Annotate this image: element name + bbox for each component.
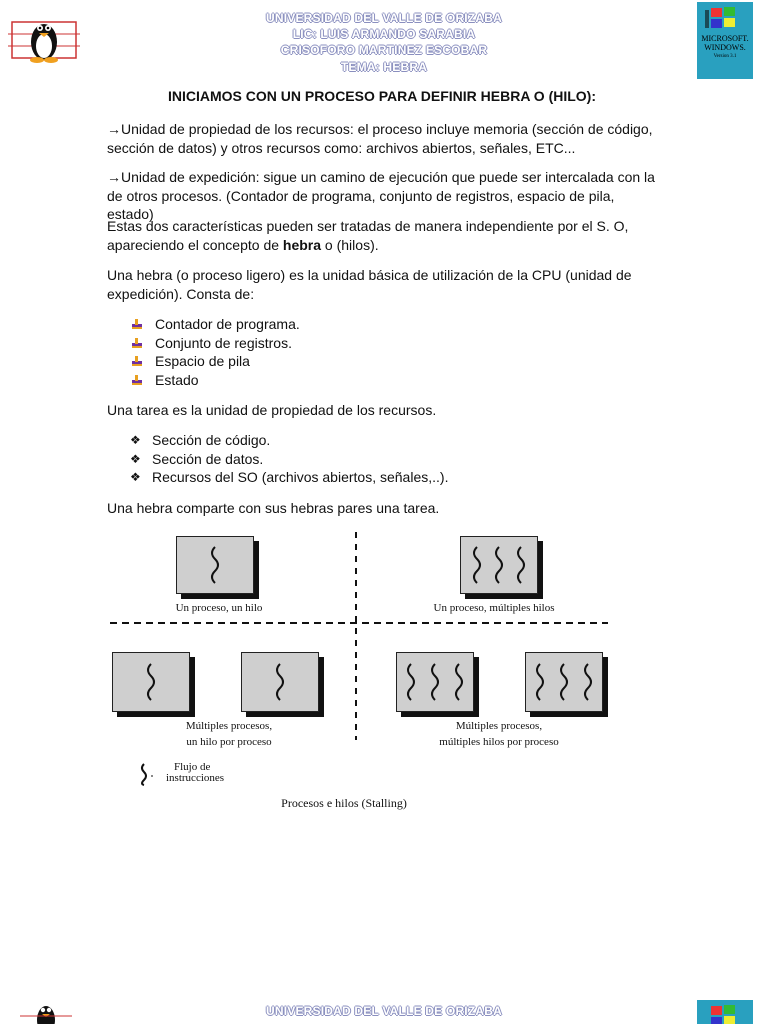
paragraph-propiedad: →Unidad de propiedad de los recursos: el proceso incluye memoria (sección de código, sección de datos) y otros recursos como: archivos abiertos, señales, ETC... <box>107 121 653 156</box>
footer-university: UNIVERSIDAD DEL VALLE DE ORIZABA <box>266 1004 502 1018</box>
page-title: INICIAMOS CON UN PROCESO PARA DEFINIR HEBRA O (HILO): <box>167 88 597 104</box>
diamond-bullet-icon: ❖ <box>130 433 141 447</box>
list-item: Espacio de pila <box>130 352 300 371</box>
linux-logo <box>4 4 86 82</box>
thread-icon <box>242 653 318 711</box>
list-item: ❖ Recursos del SO (archivos abiertos, señales,..). <box>130 469 449 485</box>
list-item: Conjunto de registros. <box>130 334 300 353</box>
header-author: CRISOFORO MARTINEZ ESCOBAR <box>280 43 488 57</box>
header-teacher: LIC: LUIS ARMANDO SARABIA <box>292 27 476 41</box>
process-box <box>396 652 474 712</box>
bullet-icon <box>130 317 144 331</box>
legend-label: Flujo de instrucciones <box>166 761 225 784</box>
tarea-components-list <box>130 431 448 487</box>
diamond-bullet-icon: ❖ <box>130 451 141 466</box>
list-item: ❖ Sección de datos. <box>130 450 264 467</box>
process-thread-figure <box>104 528 610 820</box>
process-box <box>112 652 190 712</box>
process-box <box>460 536 538 594</box>
instruction-flow-icon <box>138 762 158 786</box>
diamond-bullet-icon: ❖ <box>130 470 141 484</box>
windows-text-2: WINDOWS. <box>704 43 746 52</box>
caption-multiple-processes-multiple-threads-line1: Múltiples procesos, <box>455 720 543 732</box>
caption-multiple-processes-one-thread-line1: Múltiples procesos, <box>185 720 273 732</box>
paragraph-hebra: Una hebra (o proceso ligero) es la unidad básica de utilización de la CPU (unidad de expedición). Consta de: <box>107 267 632 302</box>
figure-caption: Procesos e hilos (Stalling) <box>281 796 407 810</box>
caption-multiple-processes-multiple-threads-line2: múltiples hilos por proceso <box>439 736 559 748</box>
list-item: Contador de programa. <box>130 315 300 334</box>
thread-icon <box>177 537 253 593</box>
windows-text-1: MICROSOFT. <box>701 34 749 43</box>
bullet-icon <box>130 354 144 368</box>
linux-logo-footer <box>20 1002 72 1024</box>
list-item: ❖ Sección de código. <box>130 432 271 448</box>
paragraph-expedicion: →Unidad de expedición: sigue un camino de ejecución que puede ser intercalada con la de otros procesos. (Contador de programa, conjunto de registros, espacio de pila, estado) <box>107 169 655 222</box>
thread-icon <box>113 653 189 711</box>
process-box <box>241 652 319 712</box>
paragraph-caracteristicas: Estas dos características pueden ser tratadas de manera independiente por el S. O, apareciendo el concepto de hebra o (hilos). <box>107 218 629 253</box>
thread-icon <box>397 653 473 711</box>
hebra-components-list <box>130 315 300 389</box>
paragraph-tarea: Una tarea es la unidad de propiedad de los recursos. <box>107 402 437 418</box>
caption-one-process-one-thread: Un proceso, un hilo <box>175 602 263 614</box>
windows-logo <box>697 2 753 79</box>
header-topic: TEMA: HEBRA <box>340 60 428 74</box>
list-item: Estado <box>130 371 300 390</box>
process-box <box>525 652 603 712</box>
bullet-icon <box>130 373 144 387</box>
caption-one-process-multiple-threads: Un proceso, múltiples hilos <box>433 602 555 614</box>
header-university: UNIVERSIDAD DEL VALLE DE ORIZABA <box>266 11 502 25</box>
windows-version: Version 3.1 <box>713 54 737 59</box>
thread-icon <box>526 653 602 711</box>
bullet-icon <box>130 336 144 350</box>
paragraph-comparte: Una hebra comparte con sus hebras pares una tarea. <box>107 500 440 516</box>
hebra-bold: hebra <box>282 236 322 253</box>
process-box <box>176 536 254 594</box>
caption-multiple-processes-one-thread-line2: un hilo por proceso <box>186 736 272 748</box>
thread-icon <box>461 537 537 593</box>
windows-logo-footer <box>697 1000 753 1024</box>
